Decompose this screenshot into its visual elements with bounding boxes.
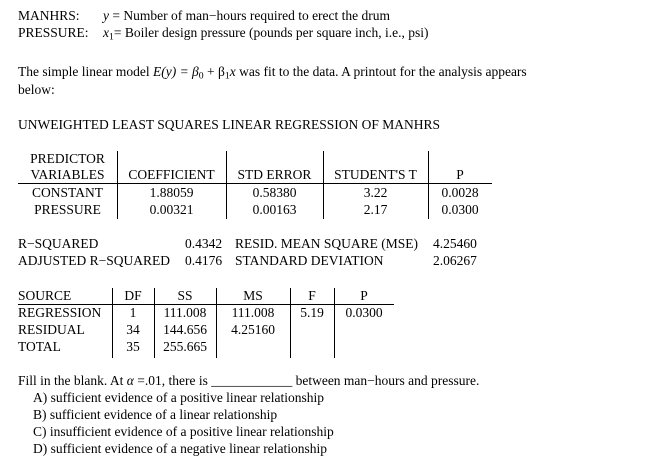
definition-symbol: y (103, 8, 109, 23)
answer-option-d[interactable]: D) sufficient evidence of a negative linear relationship (33, 441, 328, 456)
header-source: SOURCE (18, 288, 72, 303)
definition-symbol: x (103, 25, 109, 40)
header-variables: VARIABLES (30, 167, 105, 182)
header-coefficient: COEFFICIENT (128, 167, 215, 182)
intro-paragraph-continued: below: (18, 82, 55, 97)
adj-r-squared-label: ADJUSTED R−SQUARED (18, 253, 171, 268)
answer-option-a[interactable]: A) sufficient evidence of a positive linear relationship (33, 390, 325, 405)
table-header-rule (18, 183, 492, 184)
header-ss: SS (177, 288, 193, 303)
header-p: P (456, 167, 464, 182)
definition-name: MANHRS: (18, 8, 80, 23)
answer-option-b[interactable]: B) sufficient evidence of a linear relationship (33, 407, 278, 422)
header-ms: MS (243, 288, 263, 303)
anova-table: SOURCE DF SS MS F P REGRESSION 1 111.008 111.008 5.19 0.0300 RESIDUAL 34 144.656 4.25160 TOTAL 35 255.665 (18, 288, 398, 358)
header-students-t: STUDENT'S T (334, 167, 417, 182)
header-f: F (308, 288, 316, 303)
std-dev-value: 2.06267 (433, 253, 477, 268)
header-df: DF (124, 288, 142, 303)
mse-label: RESID. MEAN SQUARE (MSE) (235, 236, 419, 251)
definition-desc: Boiler design pressure (pounds per square inch, i.e., psi) (124, 25, 429, 40)
r-squared-label: R−SQUARED (18, 236, 99, 251)
answer-option-c[interactable]: C) insufficient evidence of a positive linear relationship (33, 424, 334, 439)
definition-name: PRESSURE: (18, 25, 89, 40)
regression-title: UNWEIGHTED LEAST SQUARES LINEAR REGRESSION OF MANHRS (18, 117, 441, 132)
adj-r-squared-value: 0.4176 (185, 253, 223, 268)
header-p: P (360, 288, 368, 303)
intro-paragraph: The simple linear model $E(y) = \beta_0 + \beta_1x$ was fit to the data. A printout for the analysis appears (18, 64, 527, 82)
predictor-table: PREDICTOR VARIABLES COEFFICIENT STD ERROR STUDENT'S T P CONSTANT 1.88059 0.58380 3.22 0.0028 PRESSURE 0.00321 0.00163 2.17 0.0300 (18, 151, 492, 221)
mse-value: 4.25460 (433, 236, 477, 251)
header-predictor: PREDICTOR (30, 151, 105, 166)
question-text: Fill in the blank. At α =.01, there is ____________ between man−hours and pressure. (18, 373, 480, 388)
std-dev-label: STANDARD DEVIATION (235, 253, 384, 268)
header-std-error: STD ERROR (237, 167, 312, 182)
r-squared-value: 0.4342 (185, 236, 223, 251)
definition-desc: Number of man−hours required to erect the drum (123, 8, 391, 23)
